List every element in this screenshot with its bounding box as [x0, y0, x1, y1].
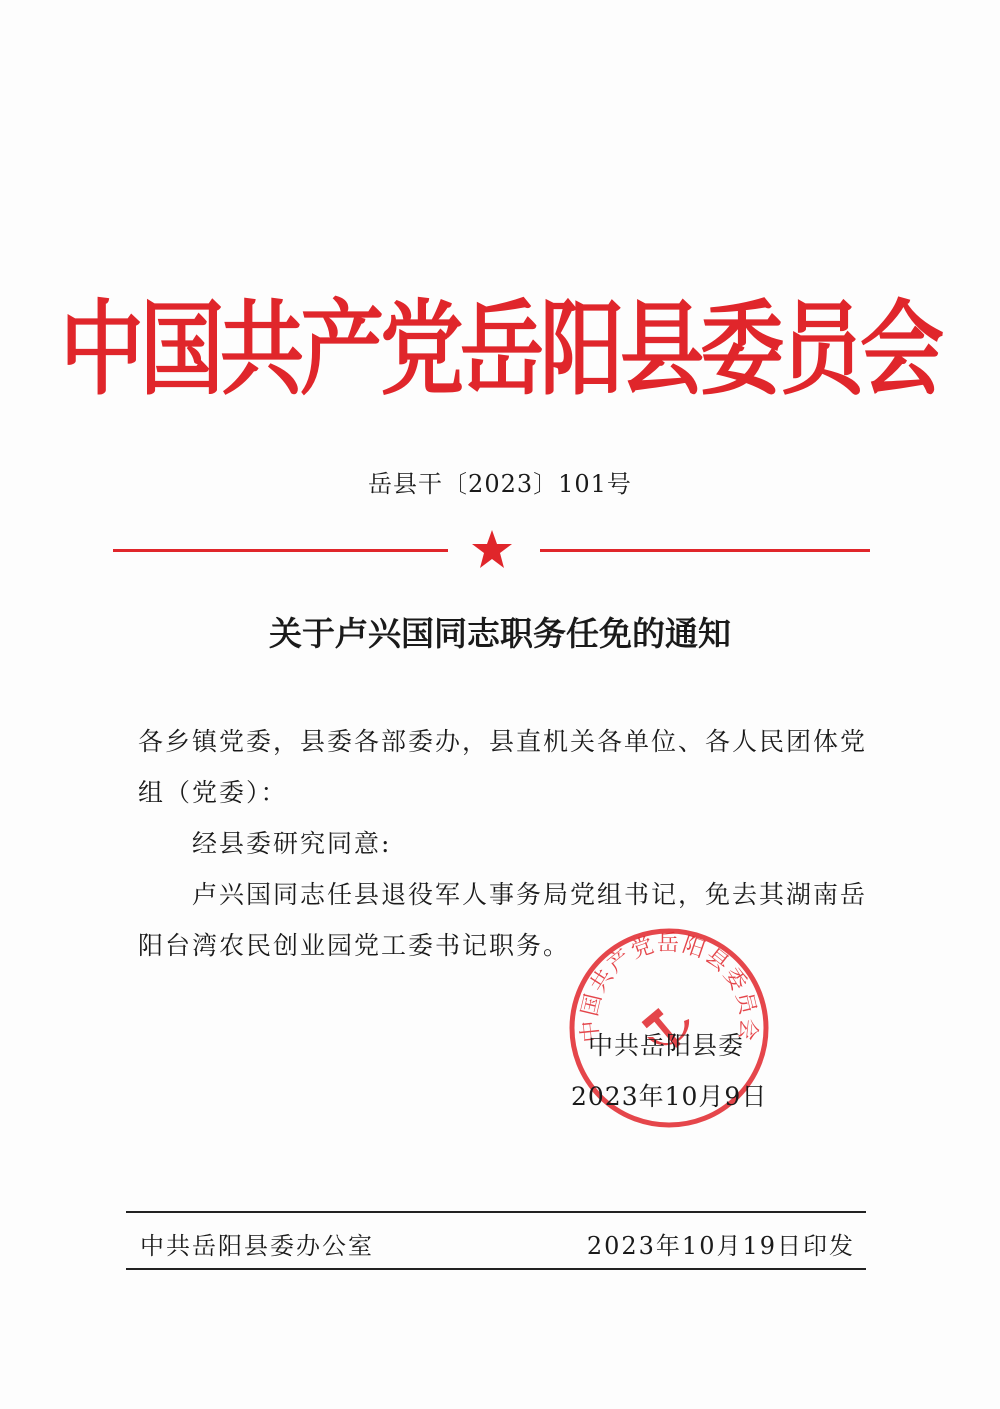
paragraph-approval: 经县委研究同意: [192, 829, 392, 858]
footer-rule-top [126, 1211, 866, 1213]
recipients-line-1: 各乡镇党委，县委各部委办，县直机关各单位、各人民团体党 [138, 727, 868, 756]
masthead: 中国共产党岳阳县委员会 [59, 288, 940, 409]
document-number: 岳县干〔2023〕101号 [368, 470, 632, 498]
star-icon [470, 528, 514, 572]
footer-rule-bottom [126, 1268, 866, 1270]
issuer-name: 中共岳阳县委 [588, 1031, 745, 1060]
notice-title: 关于卢兴国同志职务任免的通知 [269, 614, 731, 653]
red-divider-right [540, 549, 870, 552]
footer-office: 中共岳阳县委办公室 [140, 1232, 374, 1260]
red-divider-left [113, 549, 448, 552]
paragraph-appointment-line-1: 卢兴国同志任县退役军人事务局党组书记，免去其湖南岳 [192, 880, 868, 909]
recipients-line-2: 组（党委）： [138, 778, 288, 807]
footer-print-date: 2023年10月19日印发 [586, 1232, 855, 1260]
issue-date: 2023年10月9日 [571, 1082, 768, 1111]
svg-text:中国共产党岳阳县委员会: 中国共产党岳阳县委员会 [577, 931, 761, 1044]
paragraph-appointment-line-2: 阳台湾农民创业园党工委书记职务。 [138, 931, 571, 960]
